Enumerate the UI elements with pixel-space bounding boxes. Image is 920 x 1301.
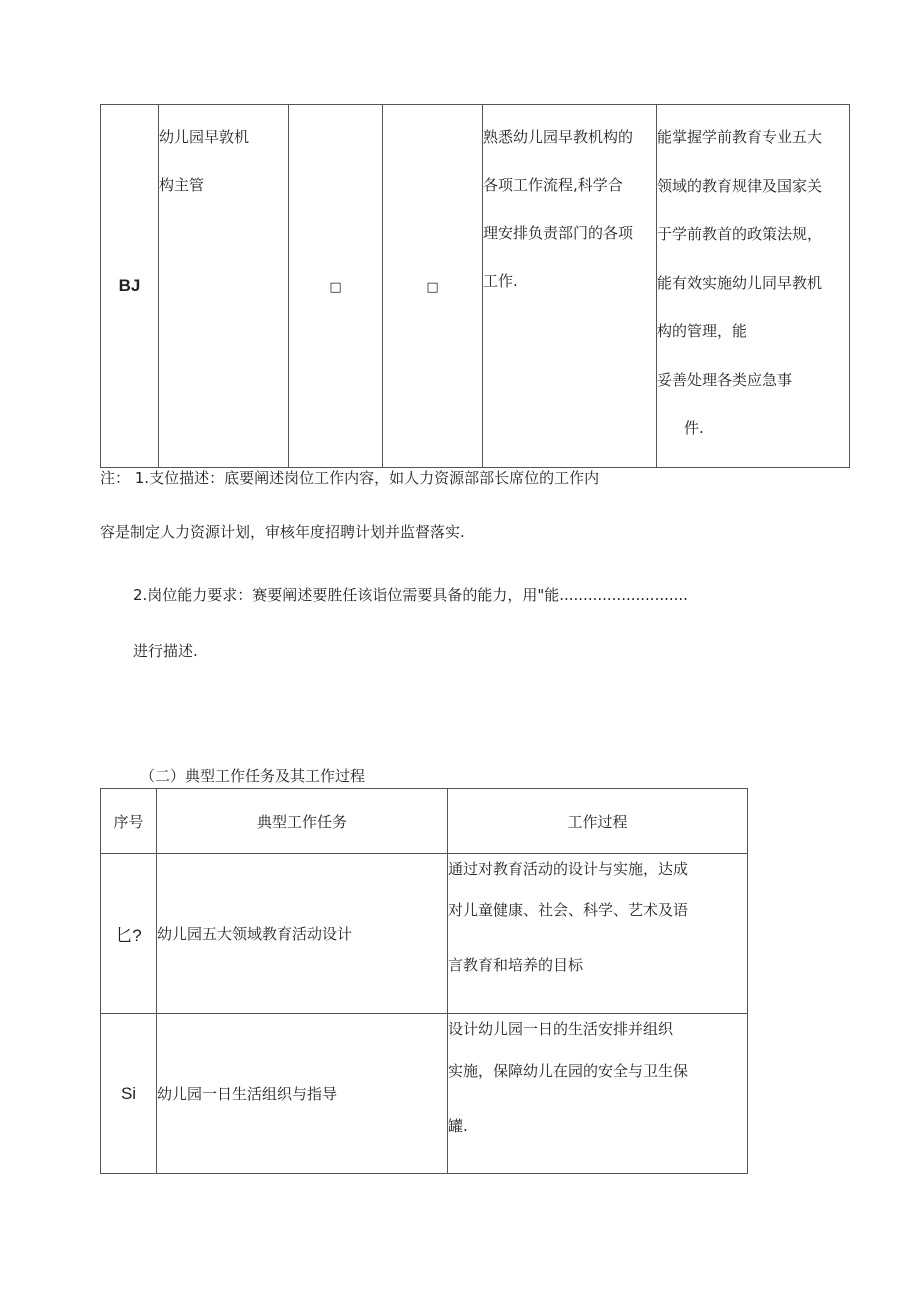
position-table — [100, 104, 850, 468]
seq-cell: 匕? — [101, 854, 157, 1014]
ability-requirement-cell — [657, 105, 850, 468]
description-line: 各项工作流程,科学合 — [483, 176, 623, 194]
checkbox-glyph: □ — [426, 280, 439, 295]
checkbox-cell — [383, 105, 483, 468]
ability-line: 能有效实施幼儿同早教机 — [657, 273, 823, 292]
section-title: （二）典型工作任务及其工作过程 — [140, 767, 366, 785]
header-cell: 序号 — [101, 789, 157, 854]
process-line: 实施，保障幼儿在园的安全与卫生保 — [448, 1062, 689, 1080]
position-code: BJ — [118, 276, 141, 295]
table-row — [101, 105, 850, 468]
header-cell: 工作过程 — [448, 789, 748, 854]
position-name-line: 构主管 — [159, 176, 205, 194]
process-line: 言教育和培养的目标 — [448, 956, 584, 974]
table-header-row — [101, 789, 748, 854]
typical-tasks-table — [100, 788, 748, 1174]
task-cell: 幼儿园五大领域教育活动设计 — [157, 854, 448, 1014]
process-cell — [448, 1014, 748, 1174]
note-line: 进行描述. — [133, 642, 198, 660]
checkbox-glyph: □ — [329, 280, 342, 295]
position-code-cell — [101, 105, 159, 468]
ability-line: 领域的教育规律及国家关 — [657, 176, 823, 195]
position-name-line: 幼儿园早敦机 — [159, 128, 250, 146]
ability-line: 构的管理，能 — [657, 322, 748, 340]
task-cell: 幼儿园一日生活组织与指导 — [157, 1014, 448, 1174]
table-row — [101, 1014, 748, 1174]
process-line: 通过对教育活动的设计与实施，达成 — [448, 860, 689, 878]
process-line: 对儿童健康、社会、科学、艺术及语 — [448, 901, 689, 919]
ability-line: 于学前教首的政策法规， — [657, 225, 823, 243]
job-description-cell — [483, 105, 657, 468]
note-line: 2.岗位能力要求：赛要阐述要胜任该诣位需要具备的能力，用"能........................... — [133, 586, 688, 604]
note-line: 容是制定人力资源计划，审核年度招聘计划并监督落实. — [100, 523, 465, 541]
description-line: 理安排负责部门的各项 — [483, 224, 634, 242]
process-line: 罐. — [448, 1117, 468, 1135]
process-line: 设计幼儿园一日的生活安排并组织 — [448, 1020, 674, 1038]
note-line: 注： 1.支位描述：底要阐述岗位工作内容，如人力资源部部长席位的工作内 — [100, 469, 600, 487]
process-cell — [448, 854, 748, 1014]
checkbox-cell — [289, 105, 383, 468]
header-cell: 典型工作任务 — [157, 789, 448, 854]
description-line: 工作. — [483, 272, 518, 290]
seq-cell: Si — [101, 1014, 157, 1174]
description-line: 熟悉幼儿园早教机构的 — [483, 128, 634, 146]
ability-line: 件. — [684, 419, 704, 437]
ability-line: 妥善处理各类应急事 — [657, 370, 793, 389]
table-row — [101, 854, 748, 1014]
position-name-cell — [159, 105, 289, 468]
ability-line: 能掌握学前教育专业五大 — [657, 128, 823, 146]
